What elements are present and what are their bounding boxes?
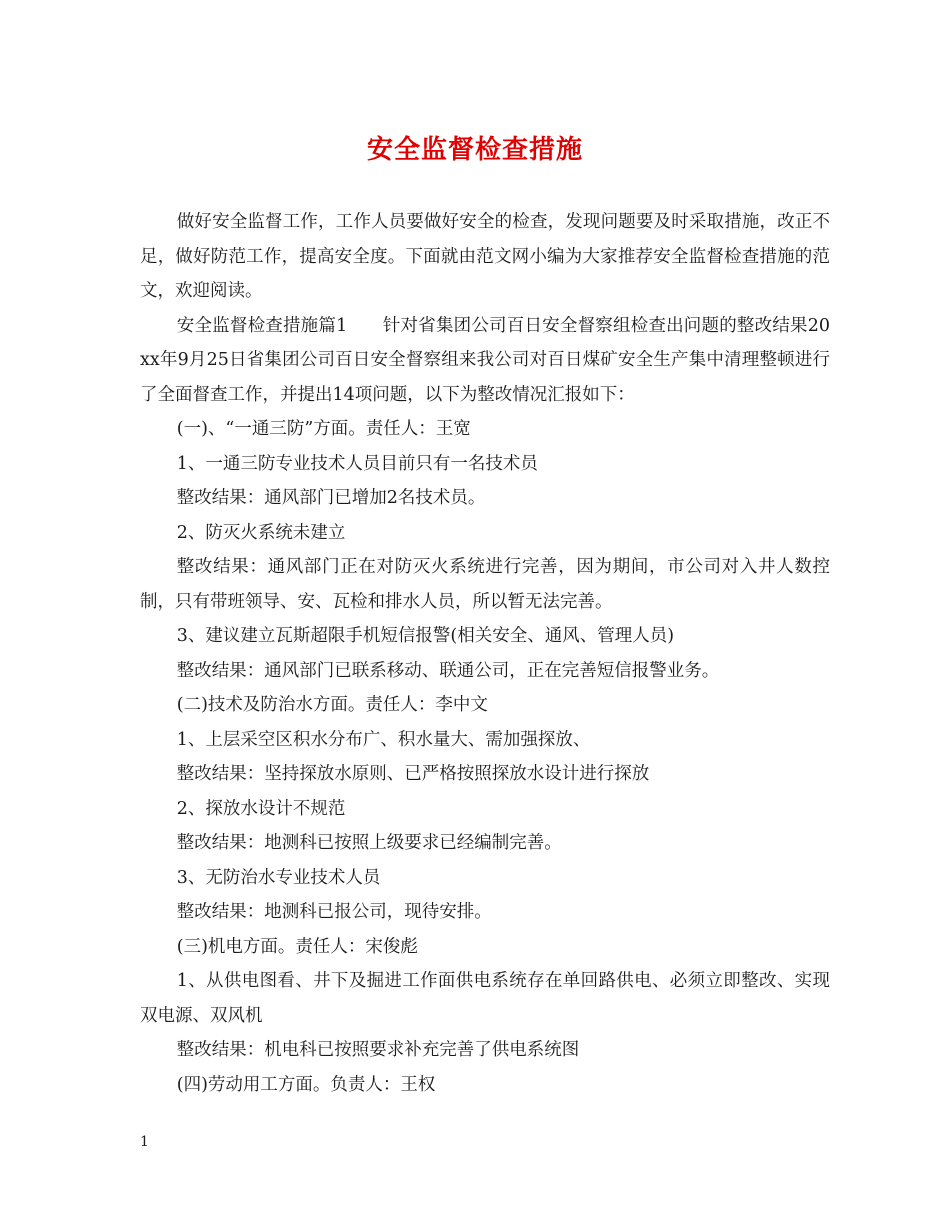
list-item: 1、从供电图看、井下及掘进工作面供电系统存在单回路供电、必须立即整改、实现双电源、双风机 <box>140 971 830 1026</box>
list-item: 整改结果：坚持探放水原则、已严格按照探放水设计进行探放 <box>176 764 650 784</box>
list-item: 3、无防治水专业技术人员 <box>176 867 381 888</box>
list-item: 2、探放水设计不规范 <box>176 798 346 819</box>
list-item: 2、防灭火系统未建立 <box>176 522 346 543</box>
paragraph-intro: 做好安全监督工作，工作人员要做好安全的检查，发现问题要及时采取措施，改正不足，做好防范工作，提高安全度。下面就由范文网小编为大家推荐安全监督检查措施的范文，欢迎阅读。 <box>140 212 830 301</box>
list-item: 整改结果：地测科已报公司，现待安排。 <box>176 902 492 922</box>
list-item: 1、一通三防专业技术人员目前只有一名技术员 <box>176 453 538 474</box>
section-heading-labor: (四)劳动用工方面。负责人：王权 <box>176 1074 436 1095</box>
document-body <box>140 205 830 1102</box>
list-item: 整改结果：机电科已按照要求补充完善了供电系统图 <box>176 1040 580 1060</box>
page-number: 1 <box>140 1134 149 1150</box>
section-heading-water: (二)技术及防治水方面。责任人：李中文 <box>176 695 488 715</box>
section-heading-ventilation: (一)、“一通三防”方面。责任人：王宽 <box>176 419 471 439</box>
list-item: 整改结果：通风部门正在对防灭火系统进行完善，因为期间，市公司对入井人数控制，只有带班领导、安、瓦检和排水人员，所以暂无法完善。 <box>140 557 830 612</box>
document-title: 安全监督检查措施 <box>366 135 583 165</box>
list-item: 整改结果：地测科已按照上级要求已经编制完善。 <box>176 833 562 853</box>
list-item: 1、上层采空区积水分布广、积水量大、需加强探放、 <box>176 729 591 750</box>
section-heading-electrical: (三)机电方面。责任人：宋俊彪 <box>176 936 418 957</box>
list-item: 3、建议建立瓦斯超限手机短信报警(相关安全、通风、管理人员) <box>176 626 675 646</box>
paragraph-article-1: 安全监督检查措施篇1 针对省集团公司百日安全督察组检查出问题的整改结果20xx年9月25日省集团公司百日安全督察组来我公司对百日煤矿安全生产集中清理整顿进行了全面督查工作，并提出14项问题，以下为整改情况汇报如下： <box>140 315 830 405</box>
list-item: 整改结果：通风部门已增加2名技术员。 <box>176 488 486 508</box>
list-item: 整改结果：通风部门已联系移动、联通公司，正在完善短信报警业务。 <box>176 660 720 681</box>
